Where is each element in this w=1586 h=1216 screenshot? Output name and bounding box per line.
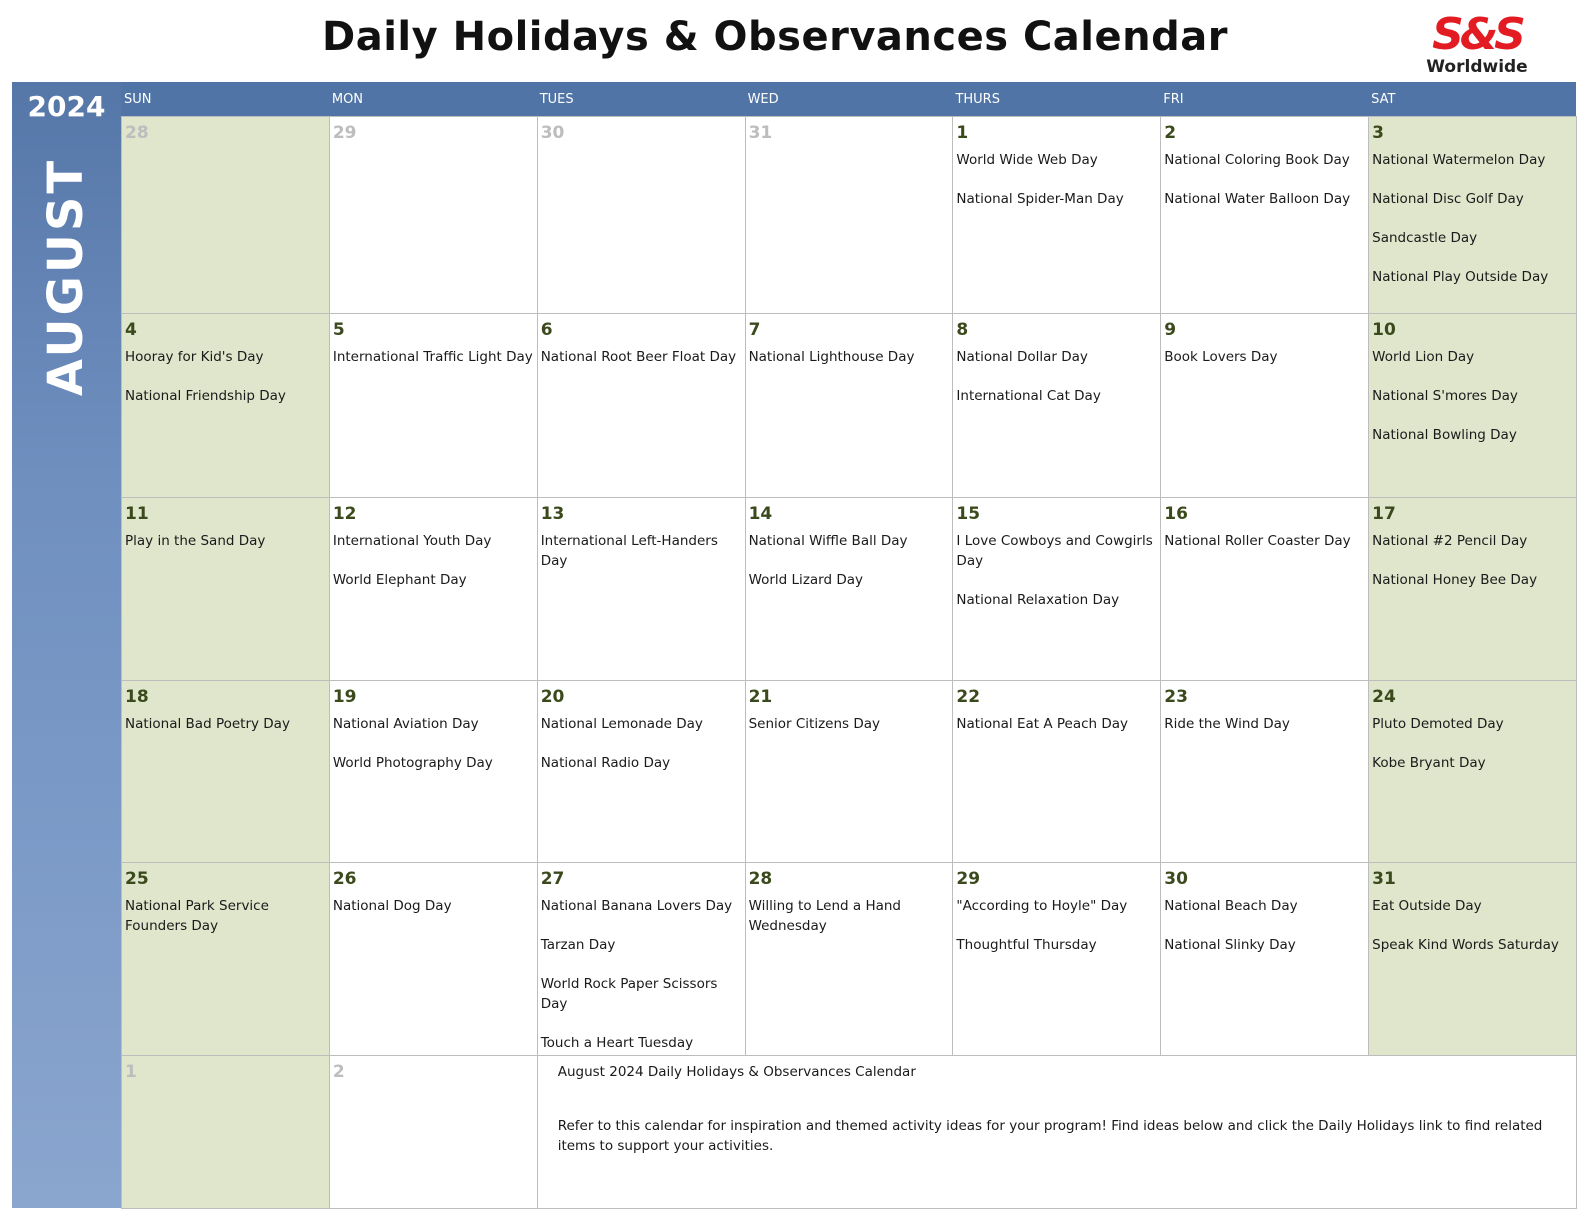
- weekday-sat: SAT: [1371, 92, 1396, 107]
- day-number: 21: [748, 687, 773, 707]
- observance-item: National Beach Day: [1164, 898, 1298, 914]
- day-cell: [122, 863, 330, 1056]
- day-number: 30: [540, 123, 565, 143]
- observance-item: World Lion Day: [1372, 349, 1475, 365]
- day-cell: [538, 863, 746, 1056]
- observance-item: National Honey Bee Day: [1372, 572, 1538, 588]
- day-number: 11: [125, 504, 149, 524]
- observance-item: National S'mores Day: [1372, 388, 1518, 404]
- year-label: 2024: [27, 90, 106, 123]
- day-number: 3: [1372, 123, 1384, 143]
- note-title: August 2024 Daily Holidays & Observances Calendar: [557, 1064, 916, 1080]
- day-cell: [330, 314, 538, 498]
- day-number: 18: [125, 687, 149, 707]
- observance-item: Willing to Lend a Hand Wednesday: [748, 898, 901, 934]
- day-cell: [746, 498, 954, 681]
- observance-item: National Park Service Founders Day: [125, 898, 269, 934]
- day-number: 27: [540, 869, 565, 889]
- observance-item: National Lighthouse Day: [748, 349, 915, 365]
- day-cell: [1369, 117, 1577, 314]
- day-number: 6: [540, 320, 553, 340]
- day-number: 17: [1372, 504, 1396, 524]
- day-cell: [953, 498, 1161, 681]
- day-cell: [538, 117, 746, 314]
- observance-item: International Traffic Light Day: [332, 349, 533, 365]
- observance-item: Play in the Sand Day: [125, 533, 266, 549]
- day-cell: [1369, 498, 1577, 681]
- observance-item: Thoughtful Thursday: [956, 937, 1097, 953]
- observance-item: World Lizard Day: [748, 572, 864, 588]
- day-cell: [122, 498, 330, 681]
- day-cell: [330, 1056, 538, 1209]
- day-number: 2: [1164, 123, 1177, 143]
- day-cell: [1161, 863, 1369, 1056]
- observance-item: International Left-Handers Day: [540, 533, 718, 569]
- observance-item: Book Lovers Day: [1164, 349, 1278, 365]
- observance-item: National Bad Poetry Day: [125, 716, 290, 732]
- observance-item: International Youth Day: [332, 533, 492, 549]
- day-cell: [122, 314, 330, 498]
- observance-item: Sandcastle Day: [1372, 230, 1478, 246]
- day-cell: [1161, 498, 1369, 681]
- day-number: 28: [748, 869, 773, 889]
- day-number: 15: [956, 504, 981, 524]
- day-number: 9: [1164, 320, 1177, 340]
- day-number: 2: [332, 1062, 345, 1082]
- observance-item: National Dog Day: [332, 898, 452, 914]
- day-number: 20: [540, 687, 565, 707]
- day-cell: [1369, 681, 1577, 863]
- observance-item: "According to Hoyle" Day: [956, 898, 1128, 914]
- weekday-tues: TUES: [539, 92, 574, 107]
- day-cell: [953, 681, 1161, 863]
- observance-item: World Photography Day: [332, 755, 493, 771]
- day-number: 22: [956, 687, 981, 707]
- day-cell: [538, 498, 746, 681]
- day-number: 1: [125, 1062, 137, 1082]
- observance-item: National Watermelon Day: [1372, 152, 1546, 168]
- day-cell: [1161, 117, 1369, 314]
- observance-item: Eat Outside Day: [1372, 898, 1482, 914]
- observance-item: Senior Citizens Day: [748, 716, 880, 732]
- day-number: 31: [748, 123, 773, 143]
- day-number: 24: [1372, 687, 1396, 707]
- calendar-note: [538, 1056, 1577, 1209]
- day-cell: [1161, 314, 1369, 498]
- observance-item: National Dollar Day: [956, 349, 1088, 365]
- note-body: Refer to this calendar for inspiration and themed activity ideas for your program! Find ideas below and click the Daily Holidays link to find related items to support your activities.: [557, 1118, 1543, 1154]
- day-cell: [1369, 863, 1577, 1056]
- observance-item: World Elephant Day: [332, 572, 467, 588]
- observance-item: World Rock Paper Scissors Day: [540, 976, 718, 1012]
- observance-item: National Roller Coaster Day: [1164, 533, 1351, 549]
- observance-item: National Banana Lovers Day: [540, 898, 733, 914]
- observance-item: National Bowling Day: [1372, 427, 1517, 443]
- day-number: 26: [332, 869, 357, 889]
- observance-item: National Relaxation Day: [956, 592, 1120, 608]
- calendar-grid: [121, 116, 1577, 1209]
- observance-item: Kobe Bryant Day: [1372, 755, 1486, 771]
- day-cell: [953, 117, 1161, 314]
- day-number: 10: [1372, 320, 1396, 340]
- page-title: Daily Holidays & Observances Calendar: [322, 14, 1228, 60]
- day-cell: [953, 314, 1161, 498]
- day-cell: [330, 498, 538, 681]
- day-number: 16: [1164, 504, 1188, 524]
- day-cell: [746, 863, 954, 1056]
- day-cell: [1369, 314, 1577, 498]
- observance-item: National Radio Day: [540, 755, 671, 771]
- day-cell: [122, 1056, 330, 1209]
- day-cell: [538, 314, 746, 498]
- day-number: 28: [125, 123, 149, 143]
- observance-item: National Eat A Peach Day: [956, 716, 1129, 732]
- day-number: 12: [332, 504, 357, 524]
- day-cell: [746, 314, 954, 498]
- day-cell: [746, 117, 954, 314]
- day-number: 29: [956, 869, 981, 889]
- day-number: 13: [540, 504, 565, 524]
- day-number: 1: [956, 123, 969, 143]
- month-label: AUGUST: [38, 157, 94, 397]
- day-cell: [538, 681, 746, 863]
- observance-item: National Coloring Book Day: [1164, 152, 1350, 168]
- observance-item: National Wiffle Ball Day: [748, 533, 908, 549]
- weekday-wed: WED: [747, 92, 779, 107]
- day-number: 7: [748, 320, 761, 340]
- day-cell: [330, 681, 538, 863]
- weekday-sun: SUN: [124, 92, 152, 107]
- observance-item: National Disc Golf Day: [1372, 191, 1524, 207]
- observance-item: National #2 Pencil Day: [1372, 533, 1528, 549]
- observance-item: International Cat Day: [956, 388, 1101, 404]
- observance-item: National Root Beer Float Day: [540, 349, 737, 365]
- logo-subtitle: Worldwide: [1426, 57, 1528, 77]
- observance-item: Hooray for Kid's Day: [125, 349, 264, 365]
- observance-item: National Water Balloon Day: [1164, 191, 1351, 207]
- observance-item: World Wide Web Day: [956, 152, 1098, 168]
- day-cell: [1161, 681, 1369, 863]
- day-number: 23: [1164, 687, 1188, 707]
- observance-item: National Lemonade Day: [540, 716, 703, 732]
- month-sidebar: [12, 82, 121, 1208]
- day-number: 4: [125, 320, 137, 340]
- day-cell: [953, 863, 1161, 1056]
- observance-item: I Love Cowboys and Cowgirls Day: [956, 533, 1153, 569]
- observance-item: Speak Kind Words Saturday: [1372, 937, 1559, 953]
- day-cell: [330, 117, 538, 314]
- weekday-mon: MON: [331, 92, 364, 107]
- observance-item: Tarzan Day: [540, 937, 616, 953]
- observance-item: National Spider-Man Day: [956, 191, 1124, 207]
- observance-item: National Aviation Day: [332, 716, 479, 732]
- observance-item: National Friendship Day: [125, 388, 286, 404]
- observance-item: National Slinky Day: [1164, 937, 1296, 953]
- observance-item: Touch a Heart Tuesday: [540, 1035, 694, 1051]
- logo-mark: S&S: [1432, 9, 1522, 60]
- day-number: 14: [748, 504, 773, 524]
- observance-item: Pluto Demoted Day: [1372, 716, 1504, 732]
- day-number: 29: [332, 123, 357, 143]
- day-number: 25: [125, 869, 149, 889]
- day-cell: [330, 863, 538, 1056]
- weekday-header: [121, 82, 1576, 116]
- day-number: 19: [332, 687, 357, 707]
- company-logo: [1418, 9, 1536, 78]
- day-number: 5: [332, 320, 345, 340]
- observance-item: National Play Outside Day: [1372, 269, 1549, 285]
- day-cell: [122, 681, 330, 863]
- weekday-fri: FRI: [1163, 92, 1184, 107]
- weekday-thurs: THURS: [955, 92, 1000, 107]
- day-number: 8: [956, 320, 969, 340]
- day-number: 31: [1372, 869, 1396, 889]
- observance-item: Ride the Wind Day: [1164, 716, 1290, 732]
- day-cell: [122, 117, 330, 314]
- day-cell: [746, 681, 954, 863]
- day-number: 30: [1164, 869, 1188, 889]
